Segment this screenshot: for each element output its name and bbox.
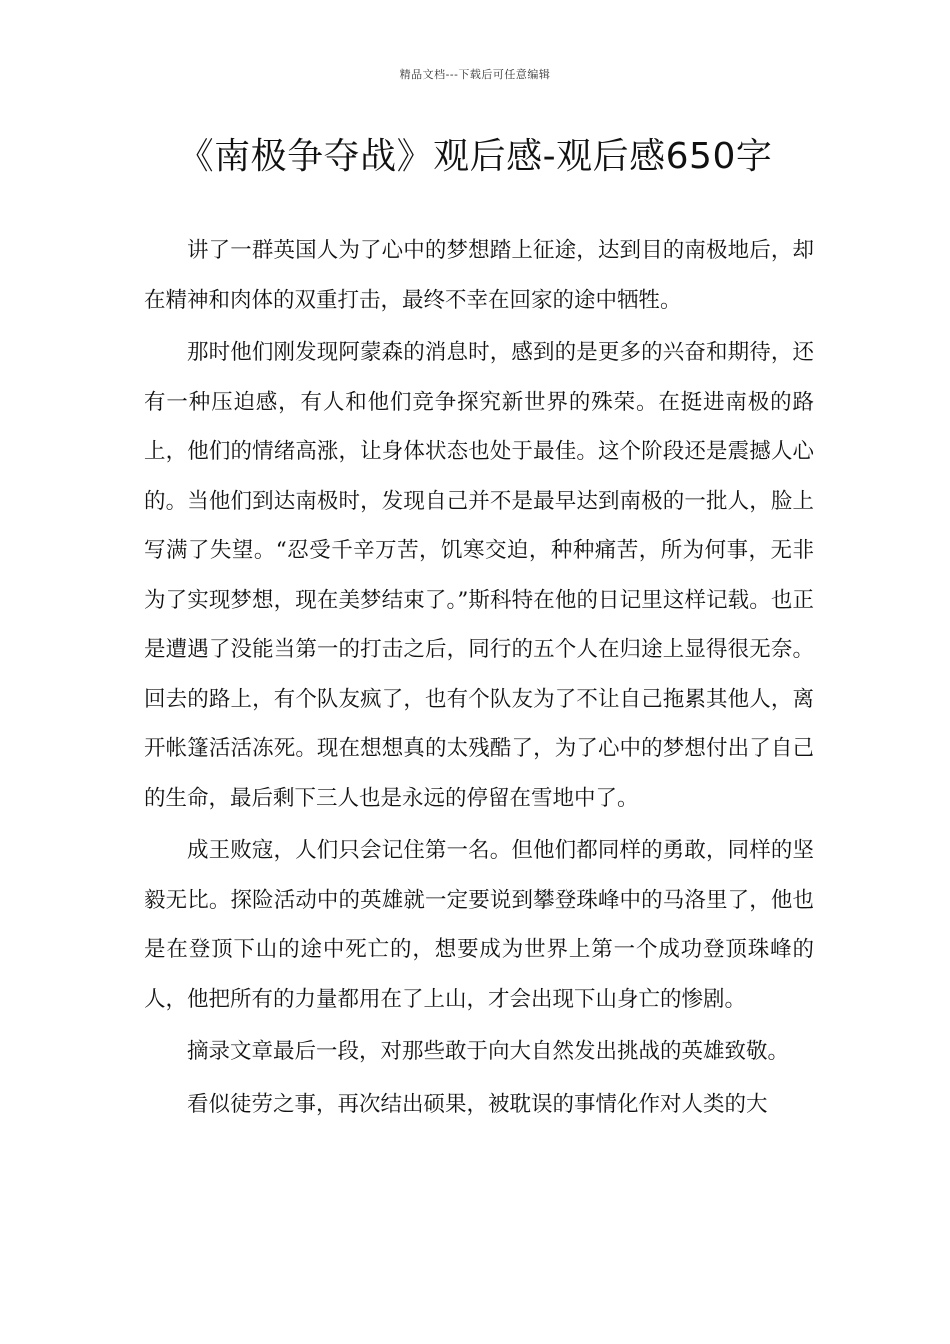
document-title: 《南极争夺战》观后感-观后感650字 xyxy=(177,136,773,177)
paragraph-3: 成王败寇，人们只会记住第一名。但他们都同样的勇敢，同样的坚毅无比。探险活动中的英雄就一定要说到攀登珠峰中的马洛里了，他也是在登顶下山的途中死亡的，想要成为世界上第一个成功登顶珠峰的人，他把所有的力量都用在了上山，才会出现下山身亡的惨剧。 xyxy=(144,838,814,1012)
paragraph-2: 那时他们刚发现阿蒙森的消息时，感到的是更多的兴奋和期待，还有一种压迫感，有人和他们竞争探究新世界的殊荣。在挺进南极的路上，他们的情绪高涨，让身体状态也处于最佳。这个阶段还是震撼人心的。当他们到达南极时，发现自己并不是最早达到南极的一批人，脸上写满了失望。“忍受千辛万苦，饥寒交迫，种种痛苦，所为何事，无非为了实现梦想，现在美梦结束了。”斯科特在他的日记里这样记载。也正是遭遇了没能当第一的打击之后，同行的五个人在归途上显得很无奈。回去的路上，有个队友疯了，也有个队友为了不让自己拖累其他人，离开帐篷活活冻死。现在想想真的太残酷了，为了心中的梦想付出了自己的生命，最后剩下三人也是永远的停留在雪地中了。 xyxy=(144,340,814,811)
header-note: 精品文档---下载后可任意编辑 xyxy=(399,68,551,81)
paragraph-1: 讲了一群英国人为了心中的梦想踏上征途，达到目的南极地后，却在精神和肉体的双重打击，最终不幸在回家的途中牺牲。 xyxy=(144,238,814,313)
paragraph-4: 摘录文章最后一段，对那些敢于向大自然发出挑战的英雄致敬。 xyxy=(187,1039,790,1064)
document-body xyxy=(144,226,814,1132)
paragraph-5: 看似徒劳之事，再次结出硕果，被耽误的事情化作对人类的大 xyxy=(187,1091,768,1117)
